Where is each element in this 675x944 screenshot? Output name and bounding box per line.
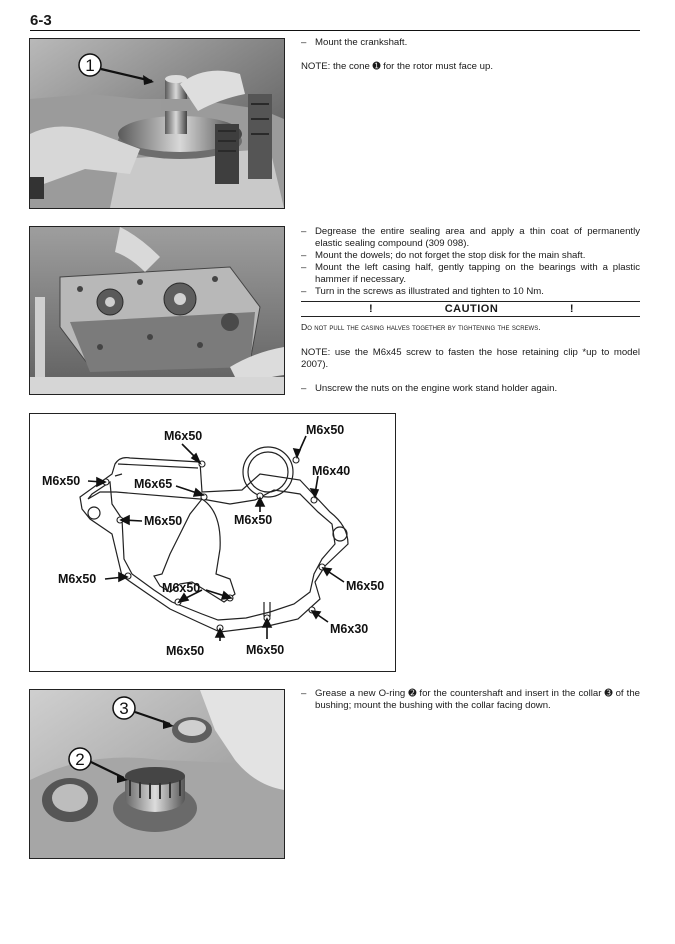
header-rule <box>30 30 640 31</box>
section2-note: NOTE: use the M6x45 screw to fasten the hose retaining clip *up to model 2007). <box>301 347 640 370</box>
page-number: 6-3 <box>30 12 52 29</box>
casing-photo <box>29 226 285 395</box>
list-item: – Turn in the screws as illustrated and tighten to 10 Nm. <box>301 286 640 298</box>
screw-diagram <box>29 413 396 672</box>
list-item: – Mount the dowels; do not forget the stop disk for the main shaft. <box>301 250 640 262</box>
screw-label: M6x50 <box>234 513 273 527</box>
screw-label: M6x50 <box>166 644 205 658</box>
section3-text <box>301 688 640 724</box>
caution-title: CAUTION <box>444 303 499 315</box>
section2-text <box>301 226 640 407</box>
screw-label: M6x50 <box>346 579 385 593</box>
section2-bullets <box>301 226 640 298</box>
list-item: – Degrease the entire sealing area and apply a thin coat of permanently elastic sealing compound (309 098). <box>301 226 640 250</box>
screw-label: M6x50 <box>306 423 345 437</box>
section1-text <box>301 37 640 85</box>
screw-label: M6x50 <box>246 643 285 657</box>
section1-bullets <box>301 37 640 49</box>
section1-note: NOTE: the cone ➊ for the rotor must face up. <box>301 61 494 72</box>
caution-mark-left: ! <box>369 303 374 315</box>
screw-label: M6x50 <box>162 581 201 595</box>
list-item: – Mount the left casing half, gently tapping on the bearings with a plastic hammer if necessary. <box>301 262 640 286</box>
screw-label: M6x50 <box>144 514 183 528</box>
screw-label: M6x50 <box>42 474 81 488</box>
bushing-photo <box>29 689 285 859</box>
screw-label: M6x30 <box>330 622 369 636</box>
caution-banner <box>301 301 640 317</box>
crankshaft-photo <box>29 38 285 209</box>
section2-bullets-2 <box>301 383 640 395</box>
callout-1: 1 <box>85 56 95 75</box>
screw-label: M6x40 <box>312 464 351 478</box>
screw-label: M6x50 <box>164 429 203 443</box>
list-item: – Unscrew the nuts on the engine work stand holder again. <box>301 383 640 395</box>
list-item: – Grease a new O-ring ➋ for the countershaft and insert in the collar ➌ of the bushing; mount the bushing with the collar facing down. <box>301 688 640 712</box>
section3-bullets <box>301 688 640 712</box>
screw-label: M6x65 <box>134 477 173 491</box>
caution-mark-right: ! <box>569 303 574 315</box>
callout-3: 3 <box>119 699 129 718</box>
screw-label: M6x50 <box>58 572 97 586</box>
caution-text: Do not pull the casing halves together by tightening the screws. <box>301 322 541 332</box>
list-item: – Mount the crankshaft. <box>301 37 640 49</box>
callout-2: 2 <box>75 750 85 769</box>
